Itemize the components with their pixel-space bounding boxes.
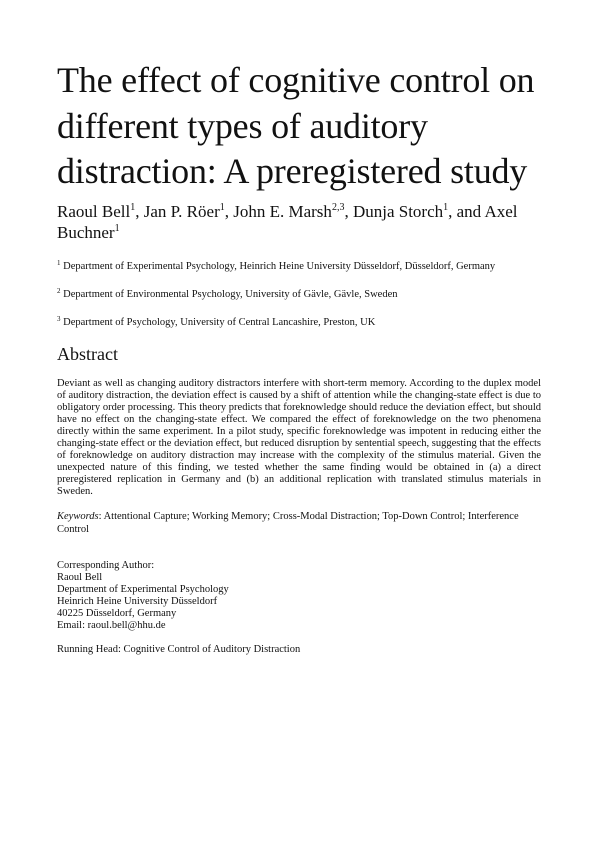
author-name: Jan P. Röer <box>143 201 220 221</box>
affiliation <box>57 286 541 303</box>
corresponding-heading: Corresponding Author: <box>57 559 155 571</box>
author-name: Dunja Storch <box>352 201 444 221</box>
abstract-text: Deviant as well as changing auditory distractors interfere with short-term memory. According to the duplex model of auditory distraction, the deviation effect is caused by a shift of attention while the changing-state effect is due to obligatory order processing. This theory predicts that foreknowledge should reduce the deviation effect, but should have no effect on the changing-state effect. We compared the effect of foreknowledge on the two phenomena directly within the same experiment. In a pilot study, specific foreknowledge was impotent in reducing either the changing-state effect or the deviation effect, but reduced disruption by sentential speech, suggesting that the effects of foreknowledge on auditory distraction may increase with the complexity of the stimulus material. Given the unexpected nature of this finding, we tested whether the same finding would be obtained in (a) a direct preregistered replication in Germany and (b) an additional replication with translated stimulus materials in Sweden. <box>57 377 541 498</box>
author-affil-mark: 2,3 <box>331 201 345 213</box>
affiliation-text: Department of Psychology, University of Central Lancashire, Preston, UK <box>63 316 376 328</box>
author-affil-mark: 1 <box>130 201 136 213</box>
corresponding-university: Heinrich Heine University Düsseldorf <box>57 595 218 607</box>
author-name: Axel Buchner <box>57 201 518 242</box>
keywords-text: : Attentional Capture; Working Memory; Cross-Modal Distraction; Top-Down Control; Interference Control <box>57 511 519 535</box>
author-name: Raoul Bell <box>57 201 131 221</box>
affiliation <box>57 314 541 331</box>
author-list <box>57 201 541 243</box>
affiliation-text: Department of Experimental Psychology, Heinrich Heine University Düsseldorf, Düsseldorf, Germany <box>63 260 496 272</box>
author-separator: , <box>224 201 234 221</box>
paper-title: The effect of cognitive control on different types of auditory distraction: A preregistered study <box>57 60 535 191</box>
corresponding-name: Raoul Bell <box>57 571 103 583</box>
affiliation-text: Department of Environmental Psychology, University of Gävle, Gävle, Sweden <box>63 288 398 300</box>
author-separator: , <box>344 201 353 221</box>
author-affil-mark: 1 <box>114 222 120 234</box>
author-separator: , <box>135 201 144 221</box>
abstract-heading: Abstract <box>57 343 118 364</box>
author-affil-mark: 1 <box>219 201 225 213</box>
author-name: John E. Marsh <box>233 201 332 221</box>
keywords <box>57 511 541 535</box>
affiliation-mark: 2 <box>57 286 61 295</box>
corresponding-department: Department of Experimental Psychology <box>57 583 229 595</box>
paper-page <box>57 58 541 656</box>
keywords-label: Keywords <box>57 511 99 523</box>
corresponding-city: 40225 Düsseldorf, Germany <box>57 608 177 619</box>
author-affil-mark: 1 <box>443 201 449 213</box>
affiliation-mark: 1 <box>57 258 61 267</box>
corresponding-email: Email: raoul.bell@hhu.de <box>57 620 166 632</box>
affiliation <box>57 258 541 275</box>
affiliation-mark: 3 <box>57 314 61 323</box>
author-separator: , and <box>448 201 485 221</box>
corresponding-author-block <box>57 560 541 633</box>
running-head: Running Head: Cognitive Control of Auditory Distraction <box>57 644 301 656</box>
